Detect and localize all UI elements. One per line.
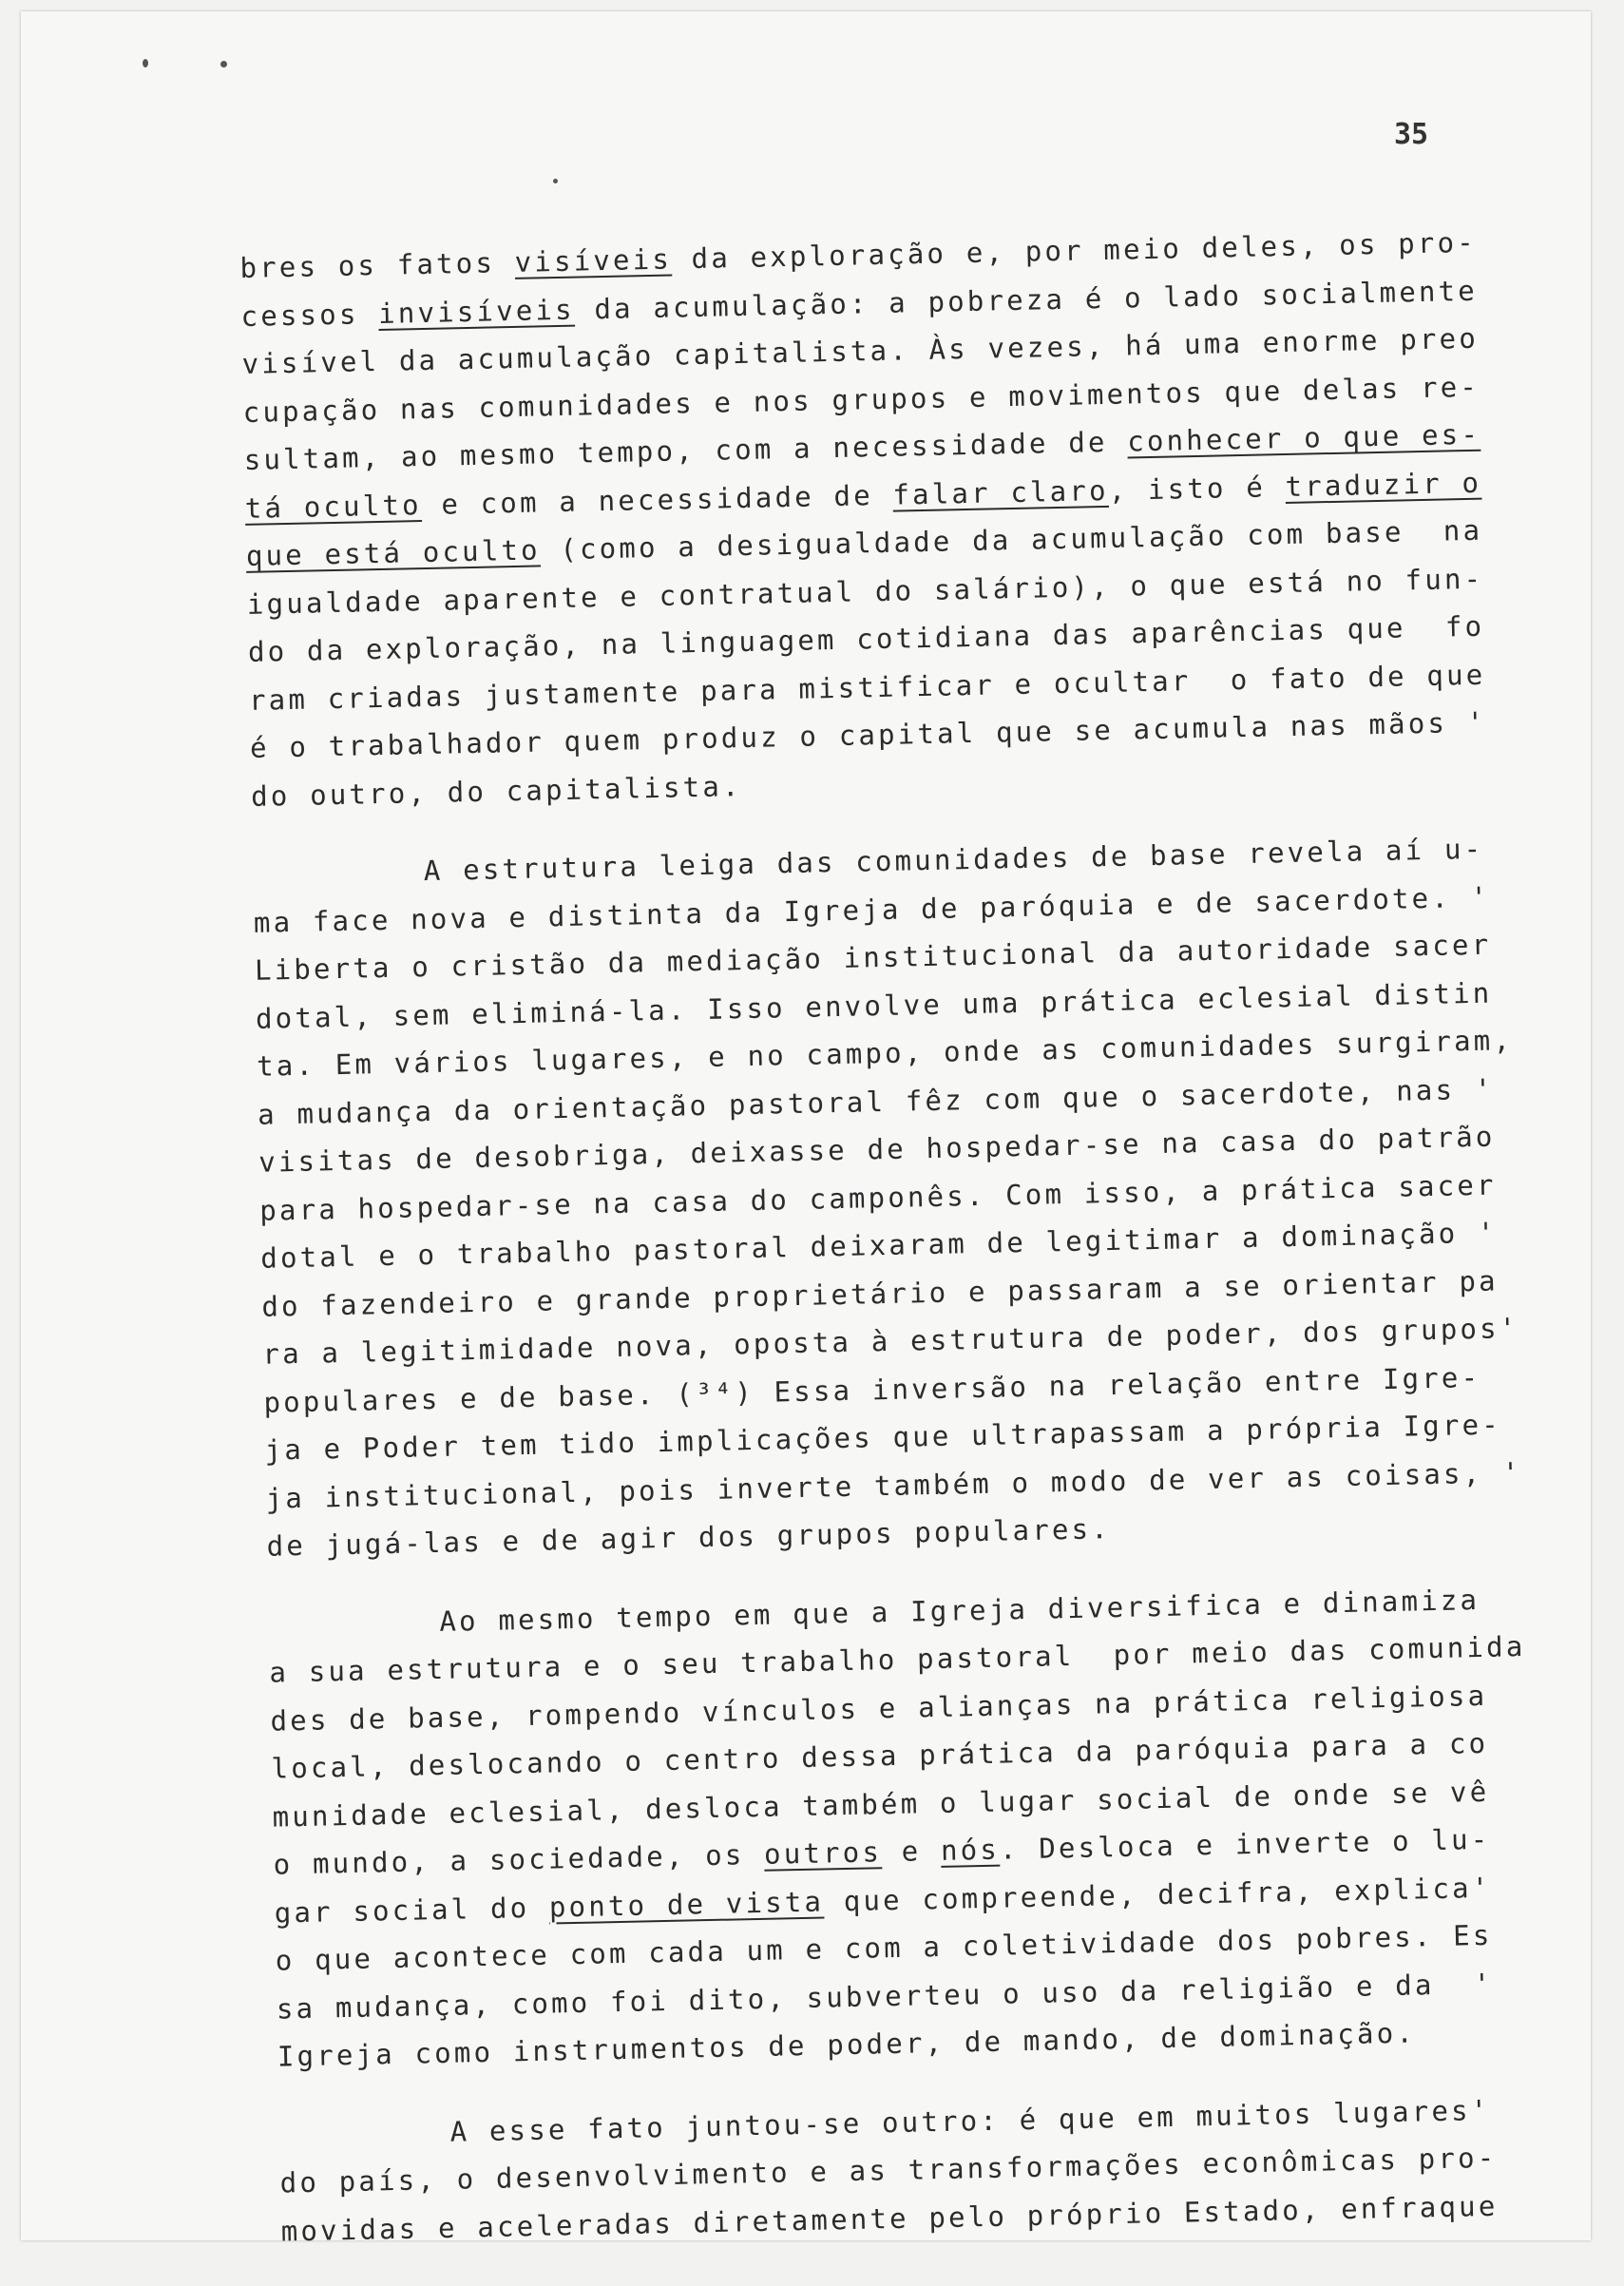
paragraph [252, 825, 1522, 1570]
page-number: 35 [1394, 118, 1429, 151]
text-segment: ja institucional, pois inverte também o modo de ver as coisas, ' [265, 1455, 1522, 1515]
text-segment: (como a desigualdade da acumulação com base na [540, 513, 1483, 567]
text-segment: . Desloca e inverte o lu- [999, 1822, 1491, 1866]
underlined-text: outros [763, 1835, 883, 1871]
text-segment: sa mudança, como foi dito, subverteu o uso da religião e da ' [276, 1967, 1494, 2026]
text-segment: do outro, do capitalista. [250, 769, 742, 813]
paragraph [278, 2085, 1499, 2255]
text-segment: visitas de desobriga, deixasse de hospedar-se na casa do patrão [258, 1120, 1496, 1179]
text-segment: A estrutura leiga das comunidades de base revela aí u- [423, 832, 1484, 888]
ink-speck [220, 61, 227, 67]
text-segment: bres os fatos [239, 245, 516, 284]
underlined-text: tá oculto [244, 488, 423, 525]
paragraph [239, 219, 1487, 819]
text-segment: Liberta o cristão da mediação institucional da autoridade sacer [254, 928, 1492, 987]
text-segment: cessos [240, 297, 379, 333]
text-segment: ja e Poder tem tido implicações que ultrapassam a própria Igre- [264, 1408, 1502, 1467]
text-segment: dotal e o trabalho pastoral deixaram de legitimar a dominação ' [259, 1216, 1498, 1275]
text-segment: ta. Em vários lugares, e no campo, onde as comunidades surgiram, [256, 1024, 1514, 1083]
text-segment: ra a legitimidade nova, oposta à estrutura de poder, dos grupos' [262, 1312, 1519, 1371]
text-segment: da acumulação: a pobreza é o lado socialmente [574, 274, 1479, 326]
text-segment: para hospedar-se na casa do camponês. Com isso, a prática sacer [258, 1168, 1497, 1227]
text-segment: sultam, ao mesmo tempo, com a necessidade de [243, 425, 1128, 476]
text-segment: visível da acumulação capitalista. Às vezes, há uma enorme preo [241, 321, 1480, 380]
underlined-text: invisíveis [377, 293, 576, 330]
underlined-text: traduzir o [1285, 466, 1482, 503]
text-segment: ma face nova e distinta da Igreja de paróquia e de sacerdote. ' [253, 880, 1491, 939]
underlined-text: nós [940, 1833, 1001, 1867]
text-segment: do da exploração, na linguagem cotidiana das aparências que fo [247, 609, 1485, 668]
underlined-text: que está oculto [245, 533, 542, 572]
text-segment: o que acontece com cada um e com a coletividade dos pobres. Es [275, 1918, 1493, 1977]
text-segment: gar social do [274, 1891, 550, 1930]
underlined-text: visíveis [514, 242, 673, 279]
text-segment: munidade eclesial, desloca também o lugar social de onde se vê [272, 1775, 1490, 1834]
underlined-text: falar claro [892, 473, 1109, 511]
text-segment: cupação nas comunidades e nos grupos e movimentos que delas re- [242, 370, 1481, 429]
text-segment: a sua estrutura e o seu trabalho pastoral por meio das comunida [269, 1629, 1526, 1689]
text-segment: do país, o desenvolvimento e as transformações econômicas pro- [279, 2141, 1498, 2200]
text-segment: do fazendeiro e grande proprietário e passaram a se orientar pa [261, 1264, 1500, 1323]
text-segment: local, deslocando o centro dessa prática da paróquia para a co [271, 1726, 1489, 1785]
text-segment: da exploração e, por meio deles, os pro- [671, 225, 1478, 276]
text-segment: de jugá-las e de agir dos grupos populares. [266, 1512, 1112, 1563]
text-segment: o mundo, a sociedade, os [273, 1837, 765, 1881]
text-segment: a mudança da orientação pastoral fêz com que o sacerdote, nas ' [257, 1072, 1495, 1131]
body-text [239, 219, 1526, 2285]
ink-speck [143, 59, 148, 67]
ink-speck [553, 179, 558, 183]
text-segment: populares e de base. (³⁴) Essa inversão na relação entre Igre- [263, 1360, 1481, 1419]
text-segment: ram criadas justamente para mistificar e ocultar o fato de que [248, 658, 1486, 717]
text-segment: A esse fato juntou-se outro: é que em muitos lugares' [449, 2093, 1491, 2148]
paragraph [268, 1576, 1526, 2081]
underlined-text: ponto de vista [548, 1885, 825, 1924]
text-segment: Igreja como instrumentos de poder, de mando, de dominação. [277, 2016, 1417, 2073]
text-segment: des de base, rompendo vínculos e alianças na prática religiosa [270, 1679, 1488, 1738]
text-segment: e com a necessidade de [421, 478, 893, 521]
text-segment: igualdade aparente e contratual do salário), o que está no fun- [246, 562, 1484, 621]
text-segment: e [881, 1834, 942, 1869]
text-segment: dotal, sem eliminá-la. Isso envolve uma prática eclesial distin [255, 976, 1493, 1035]
underlined-text: conhecer o que es- [1126, 417, 1481, 458]
text-segment: Ao mesmo tempo em que a Igreja diversifica e dinamiza [439, 1583, 1481, 1638]
text-segment: movidas e aceleradas diretamente pelo próprio Estado, enfraque [280, 2189, 1499, 2248]
paper-sheet [21, 11, 1591, 2248]
text-segment: que compreende, decifra, explica' [823, 1871, 1492, 1917]
text-segment: é o trabalhador quem produz o capital que se acumula nas mãos ' [249, 705, 1487, 764]
text-segment: , isto é [1108, 470, 1286, 507]
